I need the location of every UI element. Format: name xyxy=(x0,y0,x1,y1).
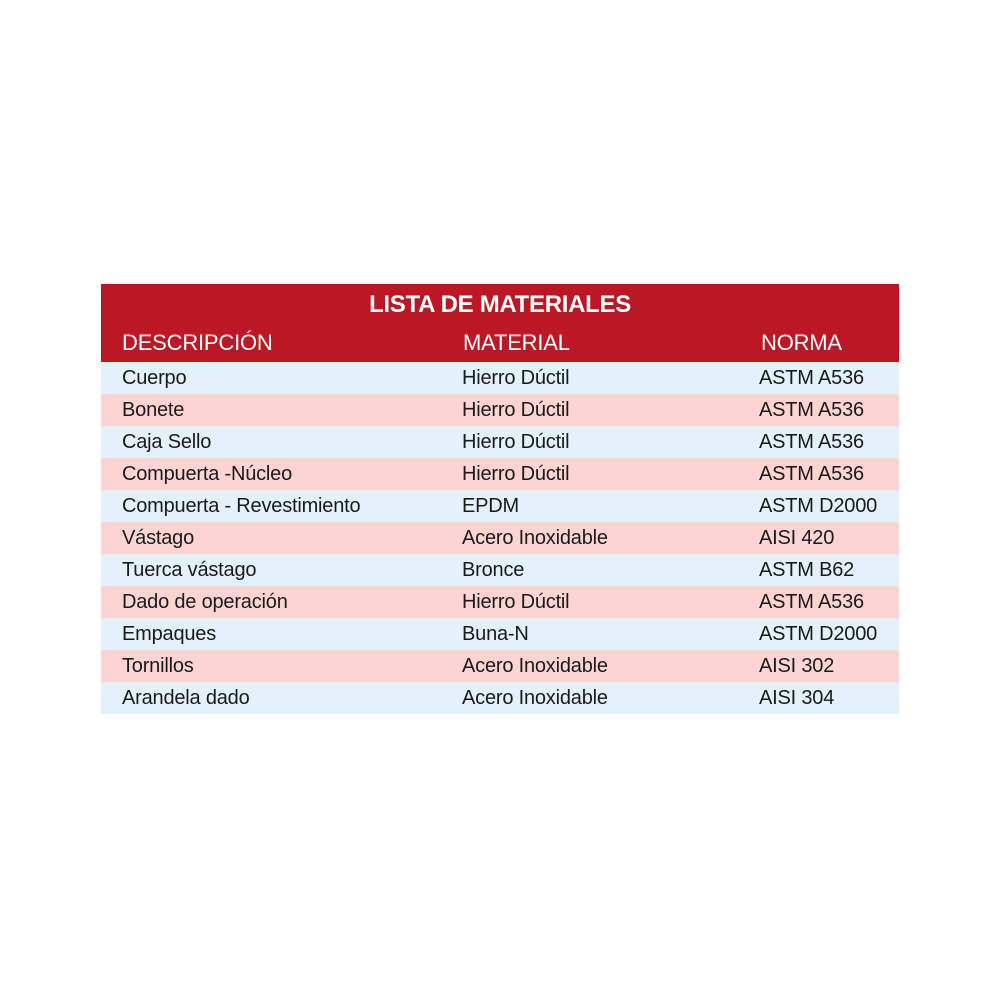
table-row xyxy=(101,554,899,586)
cell-material: Acero Inoxidable xyxy=(462,655,608,677)
cell-description: Vástago xyxy=(122,527,194,549)
cell-description: Arandela dado xyxy=(122,687,250,709)
cell-material: Acero Inoxidable xyxy=(462,527,608,549)
cell-norm: ASTM A536 xyxy=(759,431,864,453)
cell-norm: ASTM B62 xyxy=(759,559,855,581)
cell-norm: ASTM A536 xyxy=(759,367,864,389)
header-norm: NORMA xyxy=(761,330,842,355)
cell-material: EPDM xyxy=(462,495,519,517)
table-row xyxy=(101,458,899,490)
cell-description: Compuerta - Revestimiento xyxy=(122,495,361,517)
table-title: LISTA DE MATERIALES xyxy=(101,284,899,326)
cell-material: Hierro Dúctil xyxy=(462,431,570,453)
cell-material: Acero Inoxidable xyxy=(462,687,608,709)
cell-description: Bonete xyxy=(122,399,185,421)
cell-norm: ASTM D2000 xyxy=(759,623,878,645)
cell-material: Hierro Dúctil xyxy=(462,591,570,613)
table-row xyxy=(101,618,899,650)
table-row xyxy=(101,426,899,458)
cell-norm: ASTM A536 xyxy=(759,399,864,421)
cell-norm: ASTM A536 xyxy=(759,463,864,485)
cell-material: Hierro Dúctil xyxy=(462,399,570,421)
cell-norm: ASTM A536 xyxy=(759,591,864,613)
header-material: MATERIAL xyxy=(463,330,570,355)
table-row xyxy=(101,362,899,394)
table-row xyxy=(101,586,899,618)
table-row xyxy=(101,522,899,554)
cell-material: Buna-N xyxy=(462,623,529,645)
cell-norm: AISI 304 xyxy=(759,687,835,709)
table-header-row xyxy=(101,326,899,362)
cell-description: Cuerpo xyxy=(122,367,187,389)
cell-norm: AISI 302 xyxy=(759,655,835,677)
cell-description: Dado de operación xyxy=(122,591,288,613)
table-row xyxy=(101,682,899,714)
cell-description: Compuerta -Núcleo xyxy=(122,463,293,485)
cell-material: Hierro Dúctil xyxy=(462,463,570,485)
cell-description: Caja Sello xyxy=(122,431,212,453)
materials-table xyxy=(101,284,899,714)
cell-description: Tornillos xyxy=(122,655,194,677)
cell-description: Tuerca vástago xyxy=(122,559,257,581)
cell-norm: AISI 420 xyxy=(759,527,835,549)
cell-description: Empaques xyxy=(122,623,217,645)
table-row xyxy=(101,650,899,682)
table-row xyxy=(101,490,899,522)
header-description: DESCRIPCIÓN xyxy=(122,330,273,355)
cell-material: Bronce xyxy=(462,559,525,581)
cell-material: Hierro Dúctil xyxy=(462,367,570,389)
cell-norm: ASTM D2000 xyxy=(759,495,878,517)
table-row xyxy=(101,394,899,426)
